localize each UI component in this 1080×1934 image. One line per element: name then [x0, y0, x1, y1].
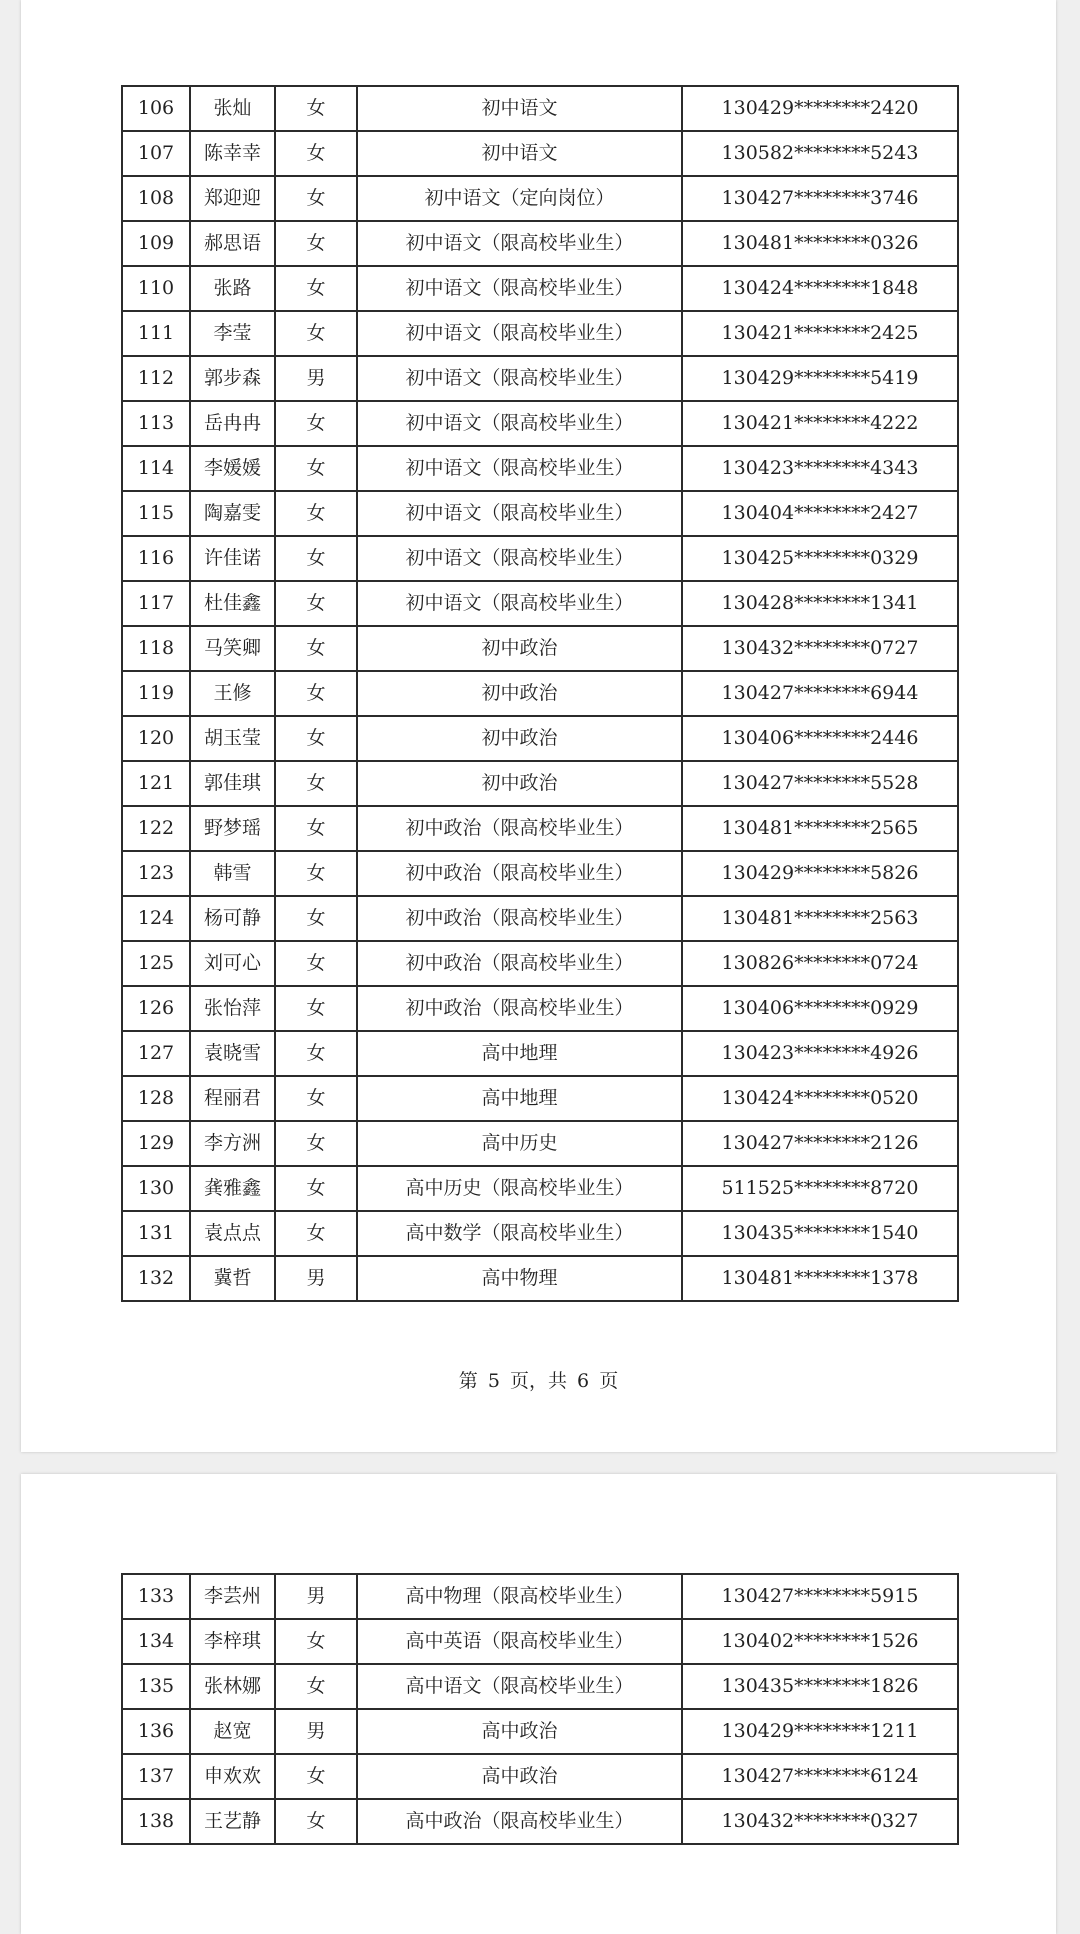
cell-position: 初中政治（限高校毕业生）: [357, 941, 682, 986]
table-row: [122, 491, 958, 536]
table-row: [122, 356, 958, 401]
cell-position: 初中语文（限高校毕业生）: [357, 401, 682, 446]
cell-id-number: 130427********5528: [682, 761, 958, 806]
cell-number: 119: [122, 671, 190, 716]
table-row: [122, 851, 958, 896]
cell-position: 初中语文（限高校毕业生）: [357, 311, 682, 356]
table-row: [122, 1709, 958, 1754]
cell-number: 106: [122, 86, 190, 131]
cell-id-number: 130432********0727: [682, 626, 958, 671]
table-row: [122, 671, 958, 716]
cell-id-number: 130429********5826: [682, 851, 958, 896]
cell-id-number: 130423********4343: [682, 446, 958, 491]
cell-id-number: 130481********2563: [682, 896, 958, 941]
cell-gender: 女: [275, 491, 357, 536]
table-row: [122, 1619, 958, 1664]
cell-position: 初中语文（定向岗位）: [357, 176, 682, 221]
cell-id-number: 130404********2427: [682, 491, 958, 536]
cell-id-number: 130429********2420: [682, 86, 958, 131]
cell-position: 初中政治: [357, 761, 682, 806]
cell-name: 李芸州: [190, 1574, 275, 1619]
cell-gender: 女: [275, 1166, 357, 1211]
cell-number: 126: [122, 986, 190, 1031]
footer-total-pages: 6: [577, 1370, 590, 1392]
cell-number: 107: [122, 131, 190, 176]
table-row: [122, 986, 958, 1031]
cell-position: 初中语文（限高校毕业生）: [357, 356, 682, 401]
table-row: [122, 1031, 958, 1076]
table-row: [122, 1574, 958, 1619]
cell-name: 岳冉冉: [190, 401, 275, 446]
cell-name: 张灿: [190, 86, 275, 131]
cell-number: 114: [122, 446, 190, 491]
cell-number: 121: [122, 761, 190, 806]
cell-id-number: 130427********3746: [682, 176, 958, 221]
footer-prefix: 第: [458, 1370, 478, 1392]
cell-id-number: 511525********8720: [682, 1166, 958, 1211]
cell-name: 杨可静: [190, 896, 275, 941]
cell-position: 高中历史: [357, 1121, 682, 1166]
cell-position: 初中政治（限高校毕业生）: [357, 896, 682, 941]
cell-number: 132: [122, 1256, 190, 1301]
cell-gender: 女: [275, 581, 357, 626]
cell-position: 初中语文: [357, 131, 682, 176]
cell-id-number: 130427********5915: [682, 1574, 958, 1619]
table-row: [122, 1799, 958, 1844]
cell-position: 高中政治: [357, 1709, 682, 1754]
cell-name: 韩雪: [190, 851, 275, 896]
cell-id-number: 130427********6944: [682, 671, 958, 716]
table-row: [122, 221, 958, 266]
cell-id-number: 130582********5243: [682, 131, 958, 176]
table-row: [122, 266, 958, 311]
cell-position: 高中物理: [357, 1256, 682, 1301]
cell-position: 高中英语（限高校毕业生）: [357, 1619, 682, 1664]
page-footer: [21, 1366, 1056, 1393]
cell-id-number: 130406********0929: [682, 986, 958, 1031]
candidate-table: [121, 85, 959, 1302]
cell-id-number: 130424********0520: [682, 1076, 958, 1121]
cell-name: 李梓琪: [190, 1619, 275, 1664]
cell-gender: 女: [275, 896, 357, 941]
cell-name: 郭佳琪: [190, 761, 275, 806]
table-row: [122, 1211, 958, 1256]
cell-position: 初中政治: [357, 626, 682, 671]
cell-position: 高中地理: [357, 1076, 682, 1121]
table-row: [122, 896, 958, 941]
cell-id-number: 130481********1378: [682, 1256, 958, 1301]
cell-name: 李媛媛: [190, 446, 275, 491]
cell-number: 108: [122, 176, 190, 221]
cell-number: 112: [122, 356, 190, 401]
cell-name: 李莹: [190, 311, 275, 356]
candidate-table: [121, 1573, 959, 1845]
cell-number: 120: [122, 716, 190, 761]
table-row: [122, 446, 958, 491]
cell-name: 张路: [190, 266, 275, 311]
cell-gender: 女: [275, 1076, 357, 1121]
cell-id-number: 130425********0329: [682, 536, 958, 581]
cell-number: 131: [122, 1211, 190, 1256]
cell-number: 133: [122, 1574, 190, 1619]
cell-name: 龚雅鑫: [190, 1166, 275, 1211]
cell-name: 胡玉莹: [190, 716, 275, 761]
candidate-table-body: [122, 1574, 958, 1844]
cell-position: 初中政治: [357, 671, 682, 716]
footer-suffix: 页: [599, 1370, 619, 1392]
cell-id-number: 130481********0326: [682, 221, 958, 266]
cell-number: 124: [122, 896, 190, 941]
cell-id-number: 130402********1526: [682, 1619, 958, 1664]
cell-position: 初中政治（限高校毕业生）: [357, 851, 682, 896]
cell-gender: 女: [275, 1619, 357, 1664]
cell-gender: 女: [275, 311, 357, 356]
cell-position: 高中政治: [357, 1754, 682, 1799]
document-page-5: [21, 0, 1056, 1452]
cell-position: 初中语文（限高校毕业生）: [357, 491, 682, 536]
cell-gender: 女: [275, 671, 357, 716]
cell-gender: 女: [275, 86, 357, 131]
table-row: [122, 176, 958, 221]
cell-name: 许佳诺: [190, 536, 275, 581]
cell-gender: 男: [275, 1256, 357, 1301]
cell-number: 129: [122, 1121, 190, 1166]
cell-name: 程丽君: [190, 1076, 275, 1121]
cell-name: 野梦瑶: [190, 806, 275, 851]
cell-gender: 女: [275, 1754, 357, 1799]
cell-gender: 女: [275, 1031, 357, 1076]
cell-id-number: 130435********1826: [682, 1664, 958, 1709]
cell-position: 初中政治（限高校毕业生）: [357, 986, 682, 1031]
cell-gender: 女: [275, 266, 357, 311]
cell-name: 李方洲: [190, 1121, 275, 1166]
table-row: [122, 716, 958, 761]
cell-gender: 女: [275, 986, 357, 1031]
table-row: [122, 536, 958, 581]
cell-number: 135: [122, 1664, 190, 1709]
cell-position: 初中政治: [357, 716, 682, 761]
table-row: [122, 761, 958, 806]
cell-id-number: 130421********4222: [682, 401, 958, 446]
cell-name: 刘可心: [190, 941, 275, 986]
footer-mid: 页，共: [509, 1370, 567, 1392]
cell-id-number: 130406********2446: [682, 716, 958, 761]
table-row: [122, 941, 958, 986]
footer-page-number: 5: [487, 1370, 500, 1392]
cell-number: 130: [122, 1166, 190, 1211]
table-row: [122, 626, 958, 671]
cell-gender: 女: [275, 941, 357, 986]
cell-name: 马笑卿: [190, 626, 275, 671]
cell-name: 张怡萍: [190, 986, 275, 1031]
cell-name: 袁晓雪: [190, 1031, 275, 1076]
cell-id-number: 130432********0327: [682, 1799, 958, 1844]
cell-name: 陈幸幸: [190, 131, 275, 176]
cell-name: 郝思语: [190, 221, 275, 266]
cell-name: 申欢欢: [190, 1754, 275, 1799]
table-row: [122, 1754, 958, 1799]
cell-position: 初中政治（限高校毕业生）: [357, 806, 682, 851]
cell-position: 初中语文（限高校毕业生）: [357, 266, 682, 311]
cell-number: 134: [122, 1619, 190, 1664]
cell-number: 122: [122, 806, 190, 851]
cell-position: 高中历史（限高校毕业生）: [357, 1166, 682, 1211]
document-page-6: [21, 1474, 1056, 1934]
table-row: [122, 131, 958, 176]
cell-id-number: 130481********2565: [682, 806, 958, 851]
cell-gender: 女: [275, 536, 357, 581]
cell-position: 初中语文: [357, 86, 682, 131]
cell-number: 113: [122, 401, 190, 446]
cell-gender: 女: [275, 446, 357, 491]
cell-number: 123: [122, 851, 190, 896]
cell-id-number: 130429********5419: [682, 356, 958, 401]
cell-position: 初中语文（限高校毕业生）: [357, 446, 682, 491]
cell-number: 109: [122, 221, 190, 266]
cell-gender: 女: [275, 131, 357, 176]
table-row: [122, 1166, 958, 1211]
table-row: [122, 1664, 958, 1709]
cell-gender: 女: [275, 716, 357, 761]
cell-gender: 女: [275, 1211, 357, 1256]
cell-id-number: 130428********1341: [682, 581, 958, 626]
cell-number: 116: [122, 536, 190, 581]
table-row: [122, 1121, 958, 1166]
cell-gender: 女: [275, 176, 357, 221]
cell-number: 138: [122, 1799, 190, 1844]
cell-gender: 女: [275, 806, 357, 851]
cell-id-number: 130429********1211: [682, 1709, 958, 1754]
cell-gender: 男: [275, 356, 357, 401]
cell-name: 赵宽: [190, 1709, 275, 1754]
table-row: [122, 311, 958, 356]
cell-name: 王修: [190, 671, 275, 716]
cell-name: 郑迎迎: [190, 176, 275, 221]
table-row: [122, 86, 958, 131]
cell-position: 高中数学（限高校毕业生）: [357, 1211, 682, 1256]
table-row: [122, 581, 958, 626]
table-row: [122, 806, 958, 851]
cell-position: 高中物理（限高校毕业生）: [357, 1574, 682, 1619]
table-row: [122, 1076, 958, 1121]
cell-id-number: 130427********2126: [682, 1121, 958, 1166]
cell-gender: 男: [275, 1574, 357, 1619]
cell-gender: 女: [275, 1799, 357, 1844]
cell-number: 137: [122, 1754, 190, 1799]
cell-gender: 女: [275, 851, 357, 896]
cell-gender: 男: [275, 1709, 357, 1754]
cell-id-number: 130435********1540: [682, 1211, 958, 1256]
cell-gender: 女: [275, 626, 357, 671]
cell-number: 128: [122, 1076, 190, 1121]
cell-number: 127: [122, 1031, 190, 1076]
cell-gender: 女: [275, 401, 357, 446]
cell-number: 110: [122, 266, 190, 311]
cell-id-number: 130424********1848: [682, 266, 958, 311]
cell-gender: 女: [275, 1664, 357, 1709]
candidate-table-body: [122, 86, 958, 1301]
cell-number: 111: [122, 311, 190, 356]
cell-gender: 女: [275, 761, 357, 806]
cell-gender: 女: [275, 221, 357, 266]
cell-name: 王艺静: [190, 1799, 275, 1844]
cell-number: 118: [122, 626, 190, 671]
cell-position: 高中语文（限高校毕业生）: [357, 1664, 682, 1709]
cell-id-number: 130427********6124: [682, 1754, 958, 1799]
cell-name: 张林娜: [190, 1664, 275, 1709]
cell-position: 初中语文（限高校毕业生）: [357, 221, 682, 266]
cell-name: 袁点点: [190, 1211, 275, 1256]
table-row: [122, 1256, 958, 1301]
cell-id-number: 130423********4926: [682, 1031, 958, 1076]
cell-position: 高中政治（限高校毕业生）: [357, 1799, 682, 1844]
cell-id-number: 130826********0724: [682, 941, 958, 986]
cell-gender: 女: [275, 1121, 357, 1166]
cell-name: 杜佳鑫: [190, 581, 275, 626]
cell-number: 125: [122, 941, 190, 986]
cell-position: 初中语文（限高校毕业生）: [357, 581, 682, 626]
cell-name: 冀哲: [190, 1256, 275, 1301]
table-row: [122, 401, 958, 446]
cell-position: 初中语文（限高校毕业生）: [357, 536, 682, 581]
cell-name: 陶嘉雯: [190, 491, 275, 536]
cell-name: 郭步森: [190, 356, 275, 401]
cell-number: 136: [122, 1709, 190, 1754]
cell-position: 高中地理: [357, 1031, 682, 1076]
cell-number: 117: [122, 581, 190, 626]
cell-number: 115: [122, 491, 190, 536]
cell-id-number: 130421********2425: [682, 311, 958, 356]
